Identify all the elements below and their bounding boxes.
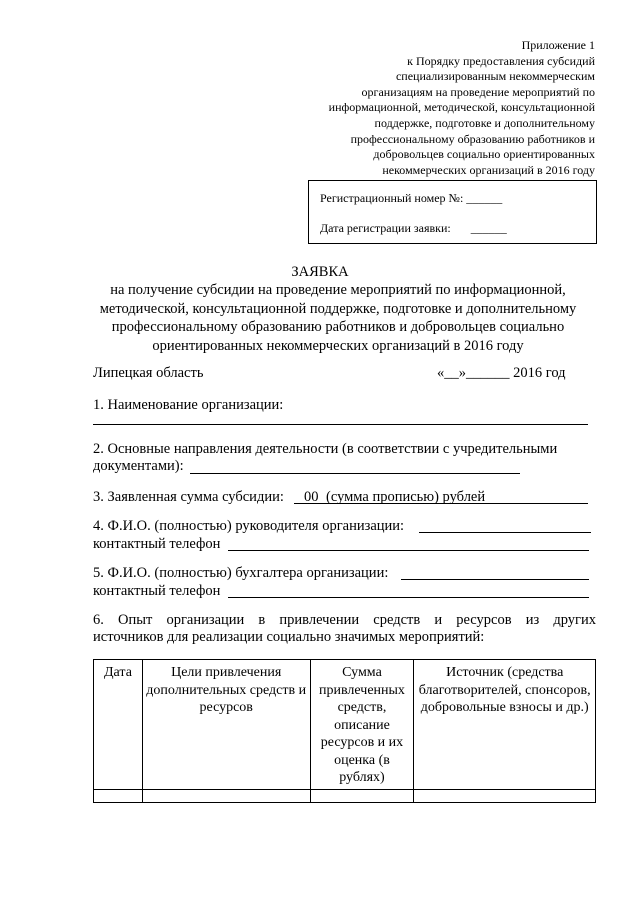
appendix-line: к Порядку предоставления субсидий [407, 53, 595, 68]
subtitle-line: ориентированных некоммерческих организаций в 2016 году [152, 337, 524, 354]
experience-table [93, 659, 596, 803]
table-cell[interactable] [310, 789, 414, 802]
appendix-line: организациям на проведение мероприятий по [361, 84, 595, 99]
table-header-date: Дата [94, 660, 143, 790]
experience-word: и [434, 612, 443, 628]
table-header-source: Источник (средства благотворителей, спонсоров, добровольные взносы и др.) [414, 660, 596, 790]
appendix-header [295, 38, 595, 178]
table-header-row [94, 660, 596, 790]
experience-word: в [258, 612, 266, 628]
table-cell[interactable] [414, 789, 596, 802]
application-date[interactable]: «__»______ 2016 год [437, 365, 566, 381]
subtitle-line: методической, консультационной поддержке, подготовке и дополнительному [99, 300, 577, 317]
org-name-field[interactable] [93, 424, 588, 425]
registration-date-row [320, 221, 507, 236]
table-cell[interactable] [142, 789, 310, 802]
document-title: ЗАЯВКА [291, 264, 349, 280]
region-label: Липецкая область [93, 365, 204, 381]
subsidy-amount-value[interactable]: 00 [304, 489, 319, 505]
experience-label-line2: источников для реализации социально значимых мероприятий: [93, 629, 485, 645]
table-row [94, 789, 596, 802]
registration-date-value[interactable]: ______ [470, 221, 507, 235]
activity-label-line1: 2. Основные направления деятельности (в соответствии с учредительными [93, 441, 558, 457]
appendix-line: специализированным некоммерческим [395, 69, 595, 84]
appendix-line: Приложение 1 [521, 38, 595, 52]
director-phone-label: контактный телефон [93, 536, 221, 552]
experience-word: Опыт [118, 612, 153, 628]
experience-word: других [553, 612, 596, 628]
table-header-goals: Цели привлечения дополнительных средств и ресурсов [142, 660, 310, 790]
director-name-field[interactable] [419, 532, 591, 533]
registration-number-value[interactable]: ______ [466, 191, 503, 205]
table-header-amount: Сумма привлеченных средств, описание ресурсов и их оценка (в рублях) [310, 660, 414, 790]
accountant-name-field[interactable] [401, 579, 589, 580]
subsidy-amount-field[interactable] [294, 503, 588, 504]
subtitle-line: на получение субсидии на проведение мероприятий по информационной, [110, 282, 566, 298]
appendix-line: информационной, методической, консультационной [328, 100, 595, 115]
experience-word: 6. [93, 612, 104, 628]
appendix-line: поддержке, подготовке и дополнительному [374, 115, 595, 130]
experience-word: организации [166, 612, 245, 628]
subsidy-amount-suffix: (сумма прописью) рублей [326, 489, 486, 505]
experience-word: средств [373, 612, 421, 628]
accountant-name-label: 5. Ф.И.О. (полностью) бухгалтера организации: [93, 565, 389, 581]
registration-date-label: Дата регистрации заявки: [320, 221, 451, 235]
registration-number-row [320, 191, 502, 206]
registration-box [308, 180, 597, 244]
director-phone-field[interactable] [228, 550, 589, 551]
accountant-phone-field[interactable] [228, 597, 589, 598]
appendix-line: добровольцев социально ориентированных [373, 147, 595, 162]
accountant-phone-label: контактный телефон [93, 583, 221, 599]
subsidy-amount-label: 3. Заявленная сумма субсидии: [93, 489, 284, 505]
experience-word: из [525, 612, 540, 628]
activity-field[interactable] [190, 473, 520, 474]
director-name-label: 4. Ф.И.О. (полностью) руководителя организации: [93, 518, 405, 534]
experience-word: привлечении [279, 612, 360, 628]
org-name-label: 1. Наименование организации: [93, 397, 284, 413]
table-cell[interactable] [94, 789, 143, 802]
document-subtitle [78, 281, 598, 355]
activity-label-line2: документами): [93, 458, 184, 474]
experience-label-line1 [93, 611, 596, 629]
subtitle-line: профессиональному образованию работников и добровольцев социально [111, 319, 565, 335]
appendix-line: профессиональному образованию работников и [350, 131, 595, 146]
appendix-line: некоммерческих организаций в 2016 году [382, 162, 595, 177]
registration-number-label: Регистрационный номер №: [320, 191, 464, 205]
experience-word: ресурсов [456, 612, 512, 628]
